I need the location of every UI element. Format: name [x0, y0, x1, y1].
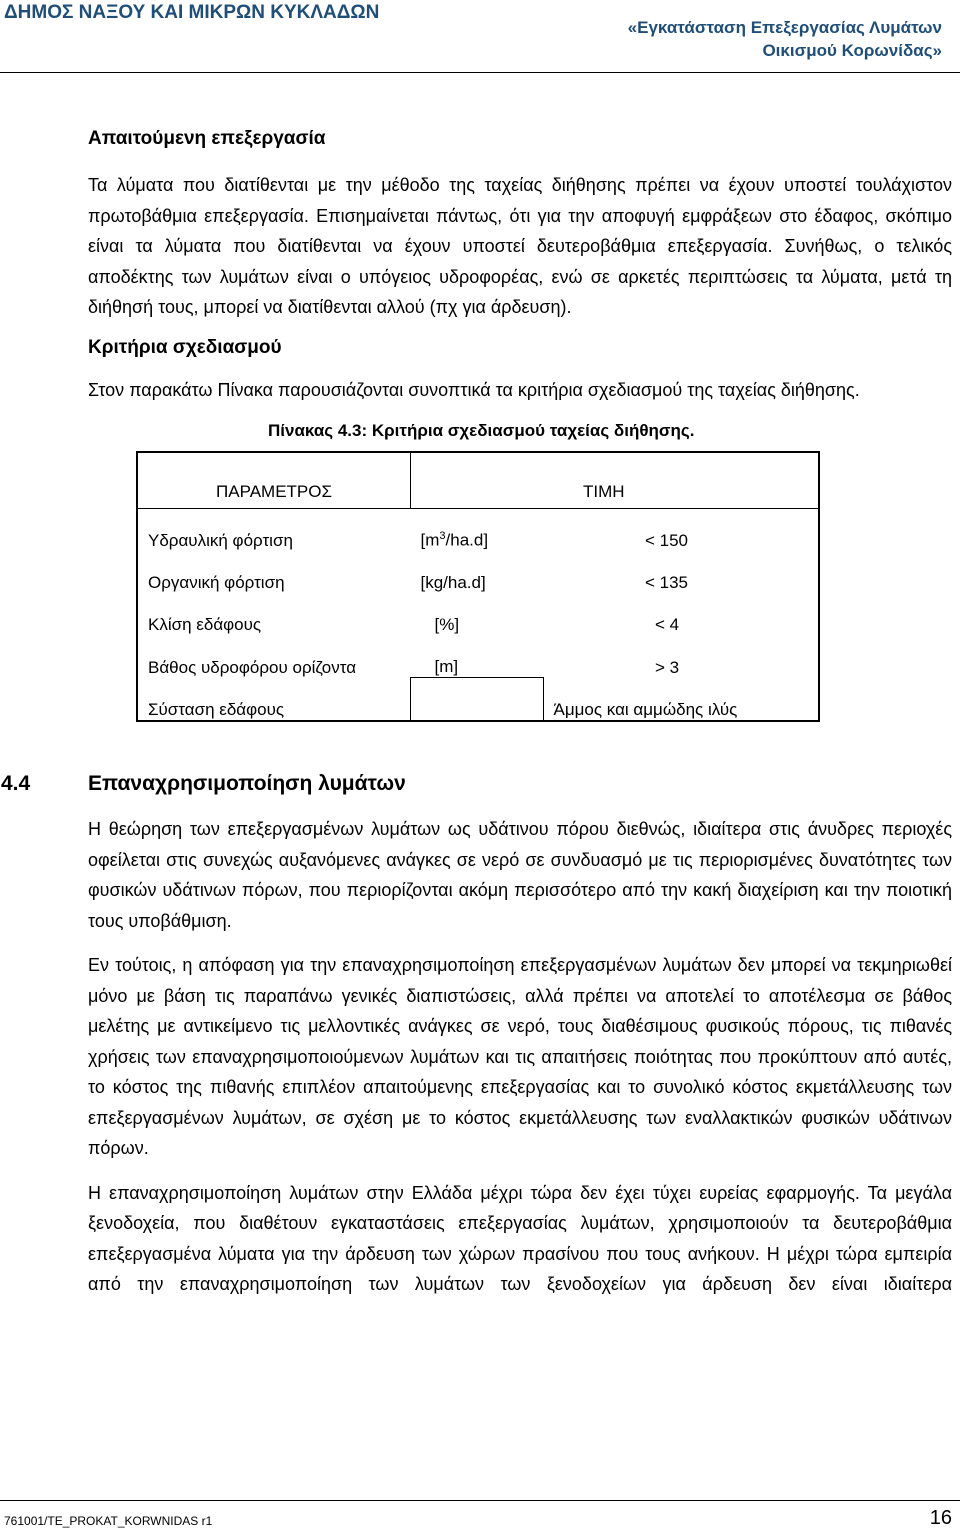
design-criteria-table	[136, 451, 820, 722]
paragraph-reuse-1: Η θεώρηση των επεξεργασμένων λυμάτων ως υδάτινου πόρου διεθνώς, ιδιαίτερα στις άνυδρες περιοχές οφείλεται στις συνεχώς αυξανόμενες ανάγκες σε νερό σε συνδυασμό με τις περιορισμένες δυνατότητες των φυσικών υδάτινων πόρων, που περιορίζονται ακόμη περισσότερο από την κακή διαχείριση και την ποιοτική τους υποβάθμιση.	[88, 819, 952, 931]
table-caption: Πίνακας 4.3: Κριτήρια σχεδιασμού ταχείας διήθησης.	[268, 421, 695, 440]
page-number: 16	[929, 1507, 952, 1529]
row-param: Κλίση εδάφους	[148, 615, 262, 634]
row-value: < 150	[645, 531, 689, 550]
header-project-title	[628, 16, 942, 62]
section-title-text: Επαναχρησιμοποίηση λυμάτων	[88, 772, 406, 795]
footer-document-code: 761001/TE_PROKAT_KORWNIDAS r1	[4, 1514, 213, 1528]
row-unit: $[m^3/ha.d]$	[420, 530, 489, 550]
heading-design-criteria: Κριτήρια σχεδιασμού	[88, 336, 282, 358]
paragraph-design-criteria: Στον παρακάτω Πίνακα παρουσιάζονται συνοπτικά τα κριτήρια σχεδιασμού της ταχείας διήθησης.	[88, 379, 860, 400]
row-unit: [%]	[434, 615, 460, 634]
header-project-line-1: «Εγκατάσταση Επεξεργασίας Λυμάτων	[627, 18, 942, 37]
footer-divider	[0, 1500, 960, 1501]
row-unit: [kg/ha.d]	[420, 573, 486, 592]
header-parameter: ΠΑΡΑΜΕΤΡΟΣ	[137, 452, 411, 509]
row-param: Υδραυλική φόρτιση	[148, 531, 293, 550]
row-unit-empty-cell	[411, 678, 544, 722]
table-row	[137, 551, 819, 593]
row-param: Οργανική φόρτιση	[148, 573, 285, 592]
paragraph-reuse-3: Η επαναχρησιμοποίηση λυμάτων στην Ελλάδα μέχρι τώρα δεν έχει τύχει ευρείας εφαρμογής. Τα μεγάλα ξενοδοχεία, που διαθέτουν εγκαταστάσεις επεξεργασίας λυμάτων, χρησιμοποιούν τα δευτεροβάθμια επεξεργασμένα λύματα για την άρδευση των χώρων πρασίνου που τους ανήκουν. Η μέχρι τώρα εμπειρία από την επαναχρησιμοποίηση των λυμάτων των ξενοδοχείων για άρδευση δεν είναι ιδιαίτερα	[88, 1182, 952, 1294]
section-title	[1, 772, 952, 796]
heading-required-treatment: Απαιτούμενη επεξεργασία	[88, 128, 326, 149]
table-row	[137, 509, 819, 552]
header-value: ΤΙΜΗ	[543, 452, 819, 509]
section-number: 4.4	[1, 772, 31, 795]
row-unit: [m]	[434, 657, 459, 676]
paragraph-reuse-2: Εν τούτοις, η απόφαση για την επαναχρησιμοποίηση επεξεργασμένων λυμάτων δεν μπορεί να τεκμηριωθεί μόνο με βάση τις παραπάνω γενικές διαπιστώσεις, αλλά πρέπει να αποτελεί το αποτέλεσμα σε βάθος μελέτης με αντικείμενο τις μελλοντικές ανάγκες σε νερό, τους διαθέσιμους φυσικούς πόρους, τις πιθανές χρήσεις των επαναχρησιμοποιούμενων λυμάτων και τις απαιτήσεις ποιότητας που προκύπτουν από αυτές, το κόστος της πιθανής επιπλέον απαιτούμενης επεξεργασίας και το συνολικό κόστος εκμετάλλευσης των επεξεργασμένων λυμάτων, σε σχέση με το κόστος εκμετάλλευσης των εναλλακτικών φυσικών υδάτινων πόρων.	[88, 955, 952, 1158]
header-organization: ΔΗΜΟΣ ΝΑΞΟΥ ΚΑΙ ΜΙΚΡΩΝ ΚΥΚΛΑΔΩΝ	[4, 2, 380, 23]
page-header	[0, 0, 960, 76]
row-param: Βάθος υδροφόρου ορίζοντα	[148, 657, 357, 677]
row-value: > 3	[655, 657, 680, 677]
row-value: < 135	[645, 573, 689, 592]
header-unit-empty	[411, 452, 544, 509]
header-project-line-2: Οικισμού Κορωνίδας»	[762, 41, 942, 60]
header-divider	[0, 72, 960, 73]
table-row	[137, 678, 819, 722]
paragraph-required-treatment: Τα λύματα που διατίθενται με την μέθοδο της ταχείας διήθησης πρέπει να έχουν υποστεί τουλάχιστον πρωτοβάθμια επεξεργασία. Επισημαίνεται πάντως, ότι για την αποφυγή εμφράξεων στο έδαφος, σκόπιμο είναι τα λύματα που διατίθενται να έχουν υποστεί δευτεροβάθμια επεξεργασία. Συνήθως, ο τελικός αποδέκτης των λυμάτων είναι ο υπόγειος υδροφορέας, ενώ σε αρκετές περιπτώσεις τα λύματα, μετά τη διήθησή τους, μπορεί να διατίθενται αλλού (πχ για άρδευση).	[88, 175, 952, 317]
row-value: Άμμος και αμμώδης ιλύς	[553, 700, 738, 719]
table-row	[137, 635, 819, 678]
document-body	[1, 128, 952, 1300]
row-value: < 4	[655, 615, 680, 634]
row-param: Σύσταση εδάφους	[148, 700, 285, 719]
table-row	[137, 593, 819, 635]
table-header-row	[137, 452, 819, 509]
